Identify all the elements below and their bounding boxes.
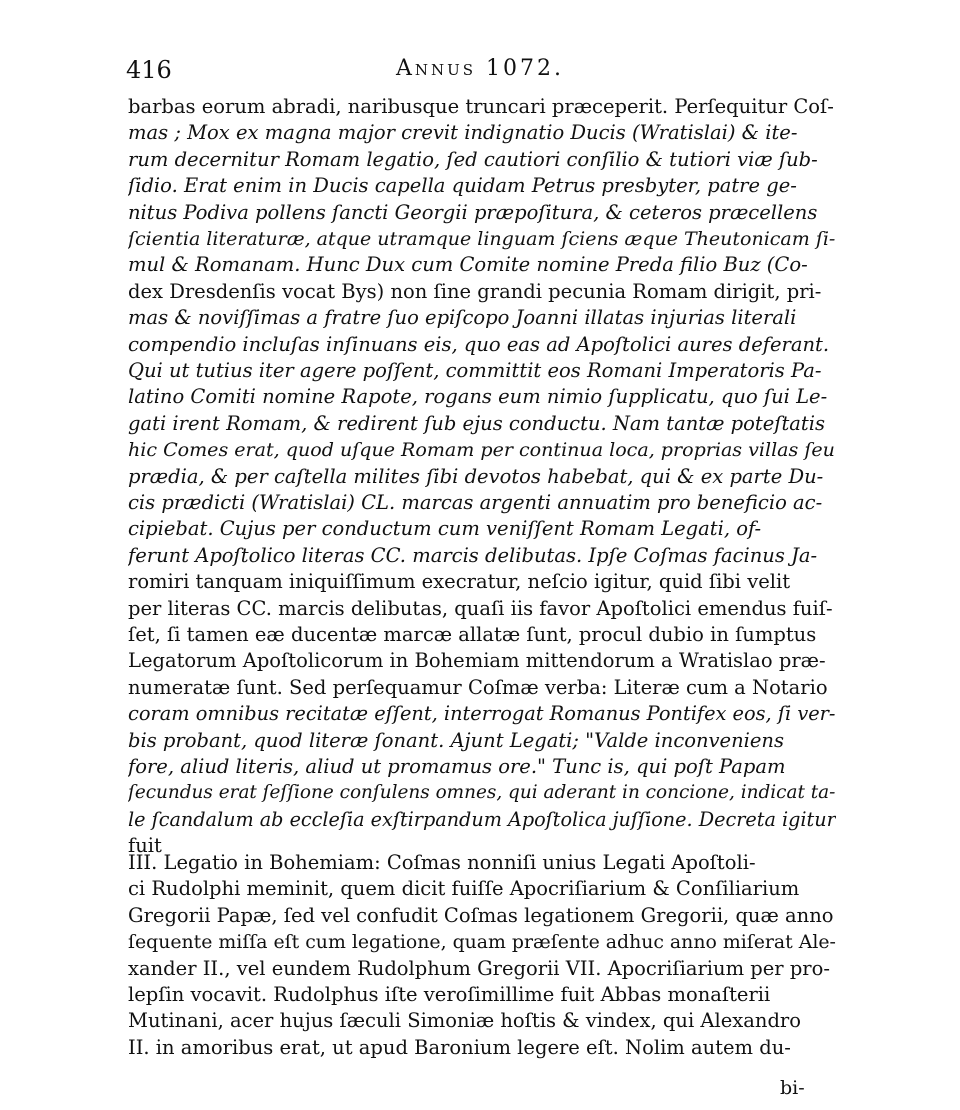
text-line: romiri tanquam iniquiſſimum execratur, neſcio igitur, quid ſibi velit <box>128 570 791 594</box>
text-line: Legatorum Apoſtolicorum in Bohemiam mittendorum a Wratislao præ- <box>128 649 826 673</box>
text-line: dex Dresdenſis vocat Bys) non ſine grandi pecunia Romam dirigit, pri- <box>128 279 822 303</box>
text-line: lepſin vocavit. Rudolphus iſte veroſimillime fuit Abbas monaſterii <box>128 983 771 1006</box>
text-line: ci Rudolphi meminit, quem dicit fuiſſe Apocriſiarium & Conſiliarium <box>128 877 800 901</box>
text-line: numeratæ ſunt. Sed perſequamur Coſmæ verba: Literæ cum a Notario <box>128 675 828 699</box>
text-line: per literas CC. marcis delibutas, quaſi iis favor Apoſtolici emendus fuiſ- <box>128 596 833 620</box>
running-head: Annus 1072. <box>395 56 565 81</box>
text-line: le ſcandalum ab eccleſia exſtirpandum Apoſtolica juſſione. Decreta igitur <box>128 807 836 831</box>
text-line: mul & Romanam. Hunc Dux cum Comite nomine Preda filio Buz (Co- <box>128 253 808 277</box>
text-line: mas & noviſſimas a fratre ſuo epiſcopo Joanni illatas injurias literali <box>128 306 797 330</box>
text-line: fore, aliud literis, aliud ut promamus ore." Tunc is, qui poſt Papam <box>128 755 786 778</box>
text-line: Qui ut tutius iter agere poſſent, committit eos Romani Imperatoris Pa- <box>128 359 822 382</box>
text-line: ſecundus erat ſeſſione conſulens omnes, qui aderant in concione, indicat ta- <box>128 782 836 804</box>
text-line: ſcientia literaturæ, atque utramque linguam ſciens æque Theutonicam ſi- <box>128 228 836 250</box>
text-line: III. Legatio in Bohemiam: Coſmas nonniſi unius Legati Apoſtoli- <box>128 851 756 874</box>
text-line: barbas eorum abradi, naribusque truncari præceperit. Perſequitur Coſ- <box>128 95 834 118</box>
text-line: ſet, ſi tamen eæ ducentæ marcæ allatæ ſunt, procul dubio in ſumptus <box>128 623 817 646</box>
text-line: II. in amoribus erat, ut apud Baronium legere eſt. Nolim autem du- <box>128 1035 791 1059</box>
text-line: ferunt Apoſtolico literas CC. marcis delibutas. Ipſe Coſmas facinus Ja- <box>128 543 818 567</box>
text-line: cis prædicti (Wratislai) CL. marcas argenti annuatim pro beneficio ac- <box>128 491 823 514</box>
text-line: Mutinani, acer hujus ſæculi Simoniæ hoſtis & vindex, qui Alexandro <box>128 1009 801 1033</box>
text-line: latino Comiti nomine Rapote, rogans eum nimio ſupplicatu, quo ſui Le- <box>128 385 828 409</box>
text-line: hic Comes erat, quod uſque Romam per continua loca, proprias villas ſeu <box>128 439 835 462</box>
text-line: Gregorii Papæ, ſed vel confudit Coſmas legationem Gregorii, quæ anno <box>128 903 834 927</box>
text-line: coram omnibus recitatæ eſſent, interrogat Romanus Pontifex eos, ſi ver- <box>128 702 836 726</box>
text-line: xander II., vel eundem Rudolphum Gregorii VII. Apocriſiarium per pro- <box>128 956 830 980</box>
text-line: ſidio. Erat enim in Ducis capella quidam Petrus presbyter, patre ge- <box>128 174 797 198</box>
text-line: bis probant, quod literæ ſonant. Ajunt Legati; "Valde inconveniens <box>128 728 785 752</box>
text-line: nitus Podiva pollens ſancti Georgii præpoſitura, & ceteros præcellens <box>128 200 818 224</box>
page-number: 416 <box>126 56 172 84</box>
text-line: cipiebat. Cujus per conductum cum veniſſent Romam Legati, of- <box>128 517 762 541</box>
text-line: rum decernitur Romam legatio, ſed cautiori conſilio & tutiori viæ ſub- <box>128 147 818 171</box>
text-line: prædia, & per caſtella milites ſibi devotos habebat, qui & ex parte Du- <box>128 464 824 488</box>
text-line: compendio incluſas inſinuans eis, quo eas ad Apoſtolici aures deferant. <box>128 332 830 356</box>
text-line: mas ; Mox ex magna major crevit indignatio Ducis (Wratislai) & ite- <box>128 121 798 145</box>
catchword: bi- <box>780 1077 805 1099</box>
text-line: ſequente miſſa eſt cum legatione, quam præſente adhuc anno miſerat Ale- <box>128 931 836 954</box>
text-line: fuit <box>128 834 162 858</box>
text-line: gati irent Romam, & redirent ſub ejus conductu. Nam tantæ poteſtatis <box>128 411 825 435</box>
